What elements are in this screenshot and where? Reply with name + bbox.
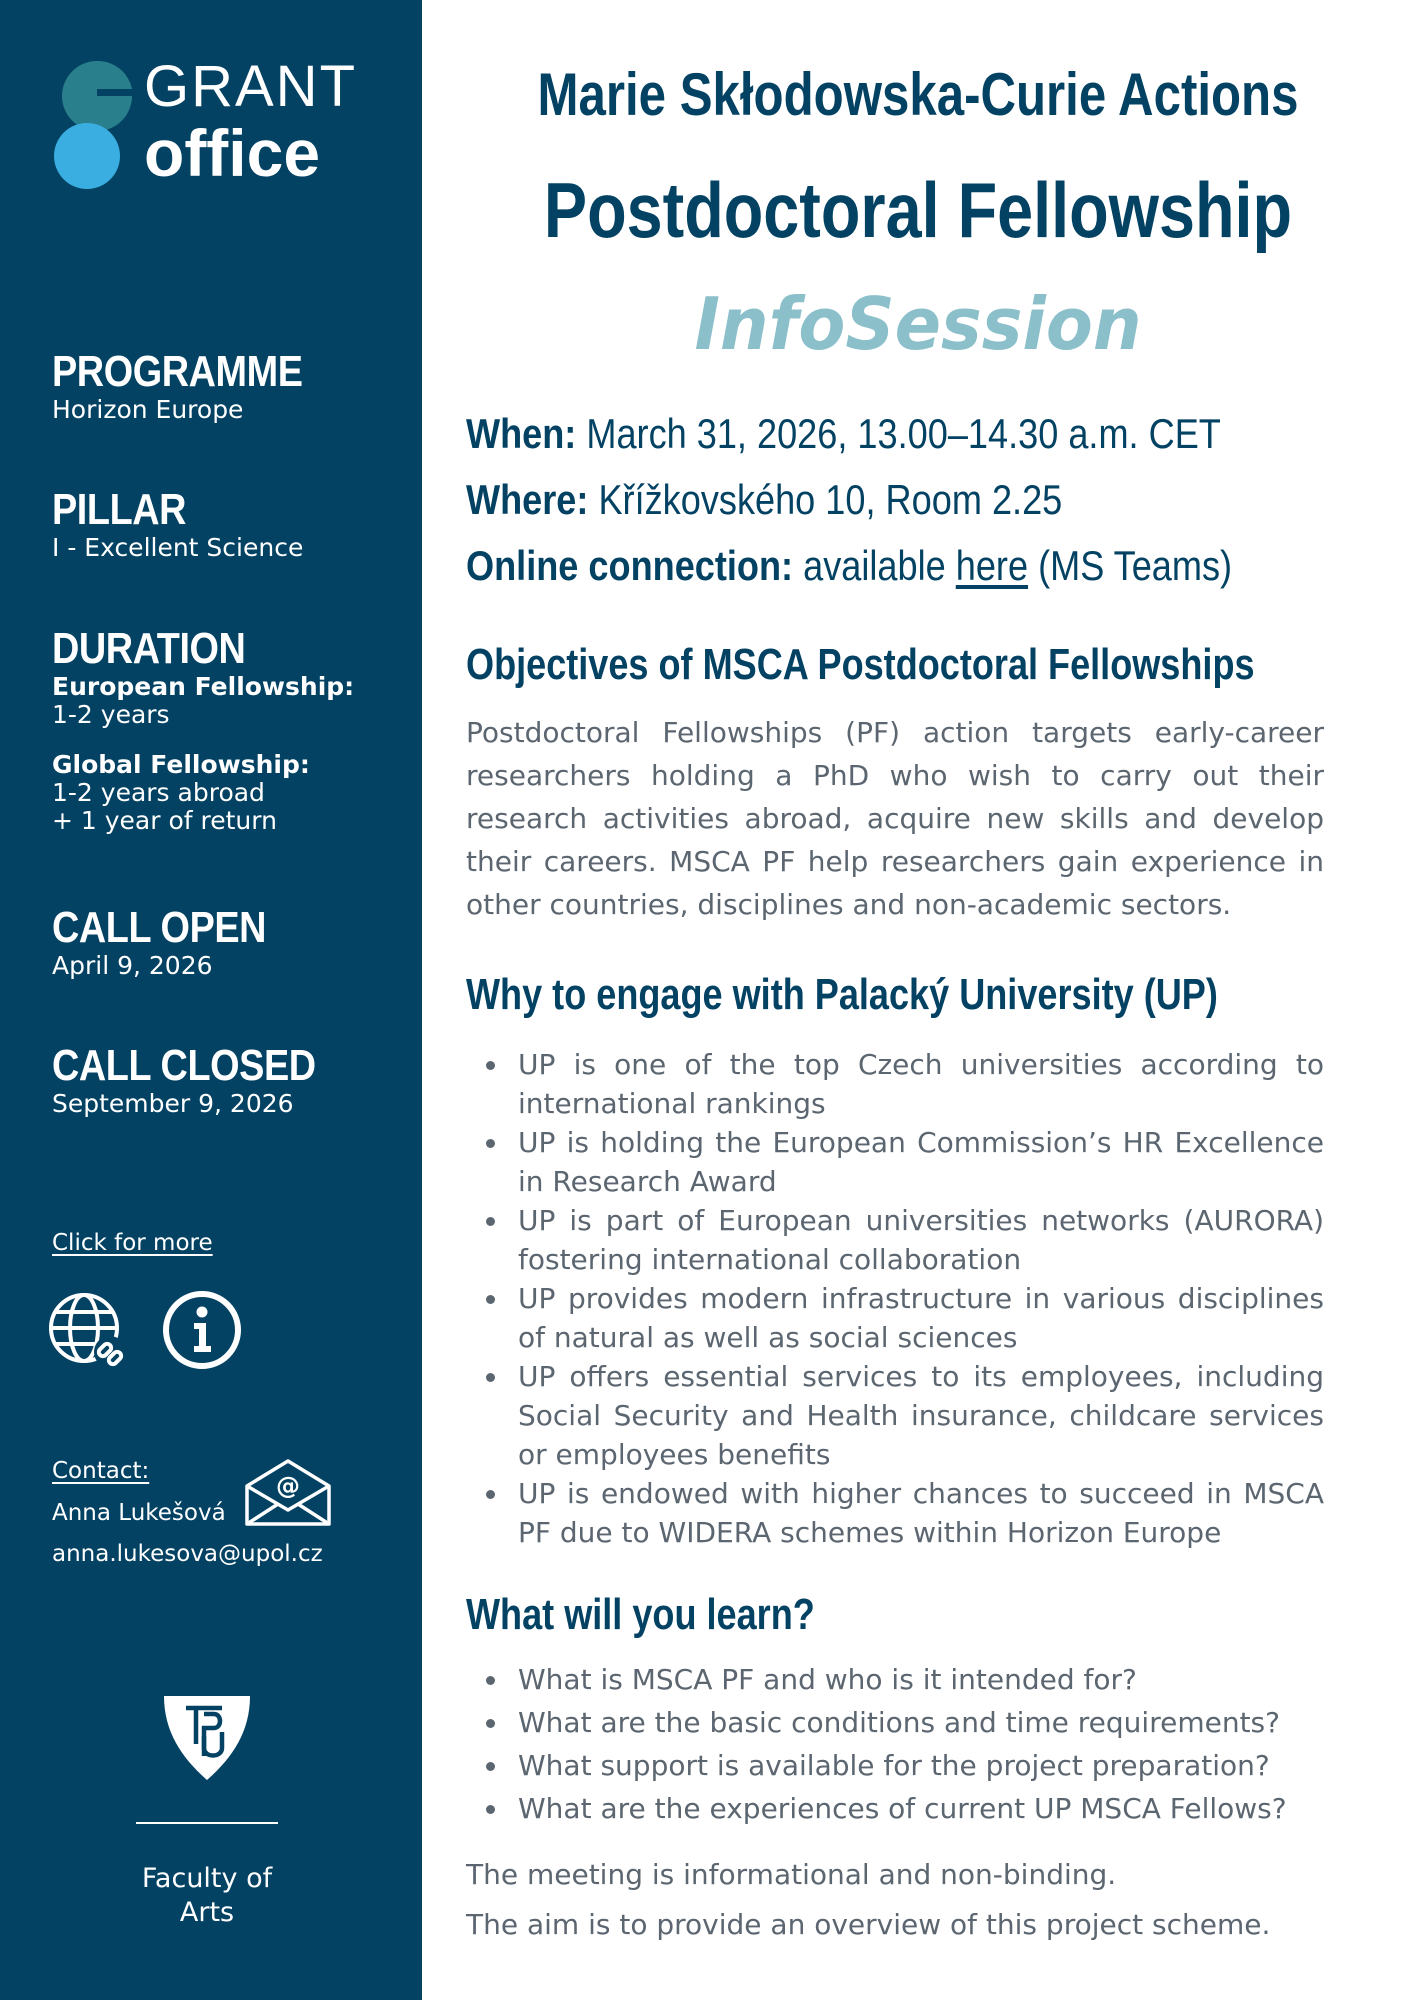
- title-postdoctoral-fellowship: Postdoctoral Fellowship: [543, 166, 1293, 254]
- pillar-value: I - Excellent Science: [52, 533, 304, 562]
- svg-text:@: @: [276, 1472, 300, 1500]
- call-closed-block: [52, 1041, 392, 1118]
- logo-word-grant: GRANT: [144, 54, 357, 119]
- european-fellowship-label: European Fellowship:: [52, 672, 355, 701]
- global-fellowship-value-1: 1-2 years abroad: [52, 778, 265, 807]
- call-open-block: [52, 903, 392, 980]
- event-when: [466, 410, 1221, 458]
- online-suffix: (MS Teams): [1028, 542, 1233, 589]
- why-list: [466, 1045, 1324, 1552]
- list-item: What are the basic conditions and time requirements?: [466, 1701, 1324, 1744]
- title-msca: Marie Skłodowska-Curie Actions: [537, 61, 1299, 128]
- call-closed-date: September 9, 2026: [52, 1089, 294, 1118]
- contact-email[interactable]: anna.lukesova@upol.cz: [52, 1541, 323, 1567]
- crest-divider: [136, 1822, 278, 1824]
- list-item: UP is part of European universities networks (AURORA) fostering international collaboration: [466, 1201, 1324, 1279]
- when-label: When:: [466, 410, 577, 457]
- programme-title: PROGRAMME: [52, 347, 303, 396]
- call-open-date: April 9, 2026: [52, 951, 213, 980]
- logo-word-office: office: [144, 116, 321, 190]
- event-online: [466, 542, 1232, 590]
- programme-block: [52, 347, 392, 424]
- list-item: UP provides modern infrastructure in various disciplines of natural as well as social sciences: [466, 1279, 1324, 1357]
- click-for-more-link[interactable]: Click for more: [52, 1230, 213, 1256]
- grant-office-logo-mark: [52, 56, 142, 196]
- objectives-text: Postdoctoral Fellowships (PF) action targets early-career researchers holding a PhD who wish to carry out their research activities abroad, acquire new skills and develop their careers. MSCA PF help researchers gain experience in other countries, disciplines and non-academic sectors.: [466, 716, 1324, 921]
- learn-list: [466, 1658, 1324, 1830]
- online-label: Online connection:: [466, 542, 794, 589]
- pillar-title: PILLAR: [52, 485, 187, 534]
- list-item: UP is endowed with higher chances to succeed in MSCA PF due to WIDERA schemes within Horizon Europe: [466, 1474, 1324, 1552]
- globe-link-icon[interactable]: [48, 1290, 128, 1370]
- when-value: March 31, 2026, 13.00–14.30 a.m. CET: [576, 410, 1221, 457]
- list-item: What support is available for the project preparation?: [466, 1744, 1324, 1787]
- title-infosession: InfoSession: [694, 282, 1142, 366]
- online-here-link[interactable]: here: [955, 542, 1029, 589]
- call-closed-title: CALL CLOSED: [52, 1041, 316, 1090]
- global-fellowship-label: Global Fellowship:: [52, 750, 310, 779]
- online-prefix: available: [793, 542, 956, 589]
- programme-value: Horizon Europe: [52, 395, 244, 424]
- objectives-heading: Objectives of MSCA Postdoctoral Fellowships: [466, 640, 1255, 689]
- faculty-name: Faculty of Arts: [141, 1863, 273, 1928]
- closing-line-2: The aim is to provide an overview of this project scheme.: [466, 1908, 1271, 1941]
- learn-heading: What will you learn?: [466, 1590, 815, 1639]
- sidebar: [0, 0, 422, 2000]
- main-content: [422, 0, 1414, 2000]
- contact-name: Anna Lukešová: [52, 1500, 226, 1526]
- list-item: What is MSCA PF and who is it intended for?: [466, 1658, 1324, 1701]
- list-item: UP is one of the top Czech universities according to international rankings: [466, 1045, 1324, 1123]
- global-fellowship-value-2: + 1 year of return: [52, 806, 277, 835]
- list-item: What are the experiences of current UP MSCA Fellows?: [466, 1787, 1324, 1830]
- european-fellowship-value: 1-2 years: [52, 700, 170, 729]
- palacky-university-crest: [162, 1692, 252, 1782]
- call-open-title: CALL OPEN: [52, 903, 267, 952]
- duration-block: [52, 624, 392, 835]
- why-heading: Why to engage with Palacký University (UP): [466, 970, 1218, 1019]
- info-icon[interactable]: [162, 1290, 242, 1370]
- where-label: Where:: [466, 476, 589, 523]
- contact-label: Contact:: [52, 1458, 150, 1484]
- pillar-block: [52, 485, 392, 562]
- where-value: Křížkovského 10, Room 2.25: [588, 476, 1063, 523]
- event-where: [466, 476, 1062, 524]
- list-item: UP is holding the European Commission’s HR Excellence in Research Award: [466, 1123, 1324, 1201]
- grant-office-logo: [52, 56, 372, 196]
- closing-line-1: The meeting is informational and non-binding.: [466, 1858, 1117, 1891]
- list-item: UP offers essential services to its employees, including Social Security and Health insurance, childcare services or employees benefits: [466, 1357, 1324, 1474]
- envelope-icon[interactable]: [244, 1458, 332, 1528]
- duration-title: DURATION: [52, 624, 246, 673]
